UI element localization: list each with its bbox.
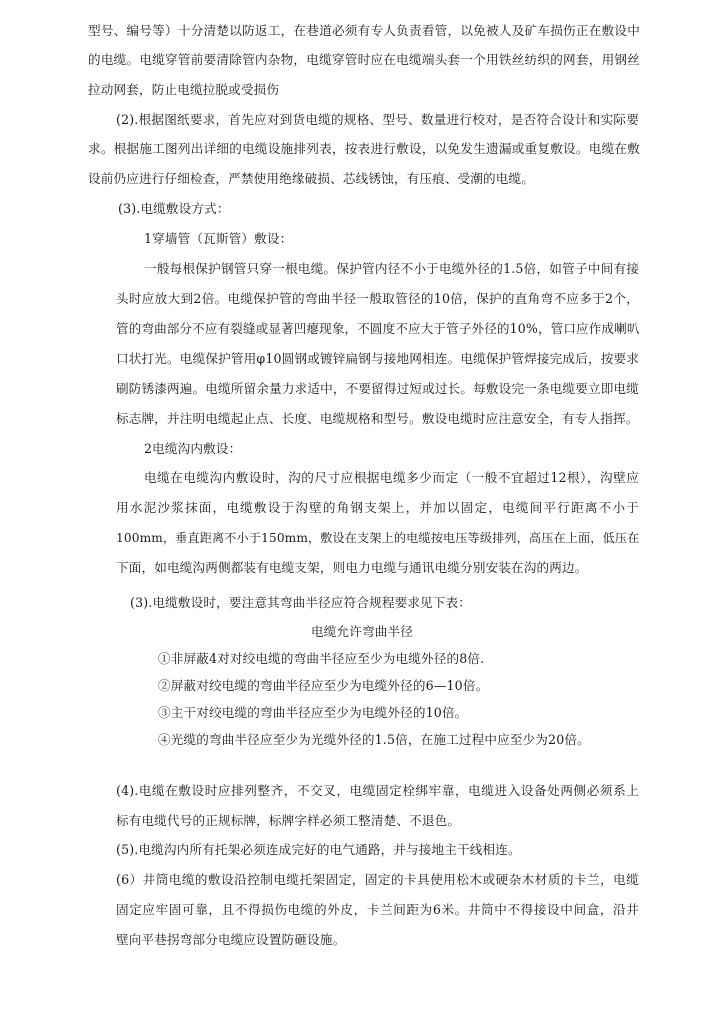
para1-line-1: 型号、编号等）十分清楚以防返工，在巷道必须有专人负责看管，以免被人及矿车损伤正在敷设中 bbox=[88, 23, 640, 38]
sub1-line-5: 刷防锈漆两遍。电缆所留余量力求适中，不要留得过短或过长。每敷设完一条电缆要立即电缆 bbox=[116, 381, 639, 396]
sub2-line-4: 下面，如电缆沟两侧都装有电缆支架，则电力电缆与通讯电缆分别安装在沟的两边。 bbox=[116, 560, 588, 575]
sub1-line-2: 头时应放大到2倍。电缆保护管的弯曲半径一般取管径的10倍，保护的直角弯不应多于2个， bbox=[116, 291, 639, 306]
para2-line-1: (2).根据图纸要求，首先应对到货电缆的规格、型号、数量进行校对，是否符合设计和实际要 bbox=[116, 112, 639, 127]
bend-table-title: 电缆允许弯曲半径 bbox=[311, 624, 413, 639]
para6-line-1: (6）井筒电缆的敷设沿控制电缆托架固定，固定的卡具使用松木或硬杂木材质的卡兰，电缆 bbox=[116, 872, 639, 887]
para4-line-2: 标有电缆代号的正规标牌，标牌字样必须工整清楚、不退色。 bbox=[116, 813, 461, 828]
sub2-line-3: 100mm，垂直距离不小于150mm，敷设在支架上的电缆按电压等级排列，高压在上面，低压在 bbox=[116, 531, 640, 545]
para2-line-2: 求。根据施工图列出详细的电缆设施排列表，按表进行敷设，以免发生遗漏或重复敷设。电缆在敷 bbox=[88, 141, 640, 156]
bend-item-4: ④光缆的弯曲半径应至少为光缆外径的1.5倍，在施工过程中应至少为20倍。 bbox=[158, 732, 590, 747]
para1-line-3: 拉动网套，防止电缆拉脱或受损伤 bbox=[88, 82, 280, 97]
sub2-line-2: 用水泥沙浆抹面，电缆敷设于沟壁的角钢支架上，并加以固定，电缆间平行距离不小于 bbox=[116, 500, 639, 515]
para5-line-1: (5).电缆沟内所有托架必须连成完好的电气通路，并与接地主干线相连。 bbox=[116, 842, 521, 857]
sub1-line-6: 标志牌，并注明电缆起止点、长度、电缆规格和型号。敷设电缆时应注意安全，有专人指挥。 bbox=[116, 411, 639, 426]
bend-intro: (3).电缆敷设时，要注意其弯曲半径应符合规程要求见下表： bbox=[130, 595, 472, 610]
bend-item-3: ③主干对绞电缆的弯曲半径应至少为电缆外径的10倍。 bbox=[158, 705, 468, 720]
bend-item-2: ②屏蔽对绞电缆的弯曲半径应至少为电缆外径的6—10倍。 bbox=[158, 678, 489, 693]
sub1-line-4: 口状打光。电缆保护管用φ10圆钢或镀锌扁钢与接地网相连。电缆保护管焊接完成后，按要求 bbox=[116, 351, 639, 366]
para4-line-1: (4).电缆在敷设时应排列整齐，不交叉，电缆固定栓绑牢靠，电缆进入设备处两侧必须系上 bbox=[116, 783, 639, 798]
sub1-heading: 1穿墙管（瓦斯管）敷设： bbox=[144, 231, 293, 246]
para6-line-3: 壁向平巷拐弯部分电缆应设置防砸设施。 bbox=[116, 932, 346, 947]
sub1-line-3: 管的弯曲部分不应有裂缝或显著凹瘪现象，不圆度不应大于管子外径的10%，管口应作成喇叭 bbox=[116, 321, 640, 336]
para6-line-2: 固定应牢固可靠，且不得损伤电缆的外皮，卡兰间距为6米。井筒中不得接设中间盒，沿井 bbox=[116, 902, 639, 917]
bend-item-1: ①非屏蔽4对对绞电缆的弯曲半径应至少为电缆外径的8倍. bbox=[158, 651, 485, 666]
sub1-line-1: 一般每根保护钢管只穿一根电缆。保护管内径不小于电缆外径的1.5倍，如管子中间有接 bbox=[144, 261, 639, 276]
section-3-heading: (3).电缆敷设方式： bbox=[118, 201, 230, 216]
sub2-line-1: 电缆在电缆沟内敷设时，沟的尺寸应根据电缆多少而定（一般不宜超过12根），沟壁应 bbox=[144, 470, 639, 485]
para2-line-3: 设前仍应进行仔细检查，严禁使用绝缘破损、芯线锈蚀，有压痕、受潮的电缆。 bbox=[88, 171, 535, 186]
sub2-heading: 2电缆沟内敷设： bbox=[144, 441, 242, 456]
para1-line-2: 的电缆。电缆穿管前要清除管内杂物，电缆穿管时应在电缆端头套一个用铁丝纺织的网套，用钢丝 bbox=[88, 52, 640, 67]
